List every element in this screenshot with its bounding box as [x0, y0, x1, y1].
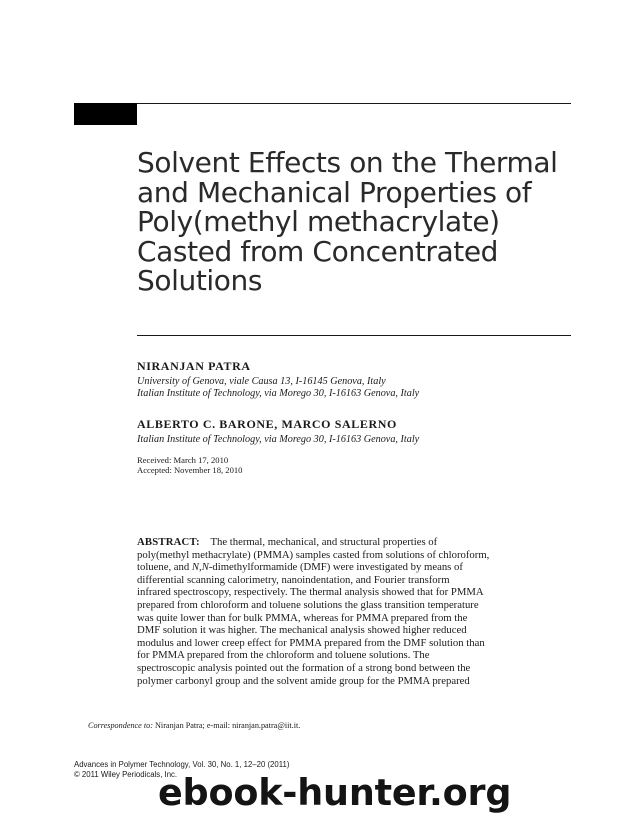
correspondence-note [88, 721, 300, 730]
abstract-line-2: toluene, and N,N-dimethylformamide (DMF) were investigated by means of [137, 561, 463, 574]
title-line-3: Poly(methyl methacrylate) [137, 205, 500, 238]
author-1-affiliation-2: Italian Institute of Technology, via Morego 30, I-16163 Genova, Italy [137, 388, 420, 399]
abstract-line-1: poly(methyl methacrylate) (PMMA) samples casted from solutions of chloroform, [137, 548, 490, 561]
abstract-line-9: for PMMA prepared from the chloroform and toluene solutions. The [137, 649, 430, 662]
correspondence-label: Correspondence to: [88, 721, 153, 730]
abstract-first-line: The thermal, mechanical, and structural properties of [210, 536, 438, 548]
journal-copyright: © 2011 Wiley Periodicals, Inc. [74, 769, 178, 779]
top-rule [137, 103, 571, 104]
title-line-2: and Mechanical Properties of [137, 175, 532, 209]
title-line-1: Solvent Effects on the Thermal [137, 146, 558, 179]
author-1-affiliation-1: University of Genova, viale Causa 13, I-16145 Genova, Italy [137, 376, 386, 387]
title-rule [137, 335, 571, 336]
author-1-names: NIRANJAN PATRA [137, 359, 251, 373]
watermark-text: ebook-hunter.org [158, 771, 512, 814]
section-marker-block [74, 103, 137, 125]
author-2-names: ALBERTO C. BARONE, MARCO SALERNO [137, 417, 397, 431]
abstract-line-0 [137, 536, 569, 549]
abstract-line-10: spectroscopic analysis pointed out the formation of a strong bond between the [137, 661, 471, 674]
abstract-line-8: modulus and lower creep effect for PMMA prepared from the DMF solution than [137, 636, 485, 649]
journal-citation: Advances in Polymer Technology, Vol. 30, No. 1, 12–20 (2011) [74, 760, 290, 769]
abstract-line-11: polymer carbonyl group and the solvent amide group for the PMMA prepared [137, 674, 470, 687]
abstract-line-6: was quite lower than for bulk PMMA, whereas for PMMA prepared from the [137, 611, 468, 624]
abstract-line-5: prepared from chloroform and toluene solutions the glass transition temperature [137, 598, 479, 611]
abstract-line-7: DMF solution it was higher. The mechanical analysis showed higher reduced [137, 624, 467, 637]
abstract-label: ABSTRACT: [137, 536, 200, 548]
author-2-affiliation-1: Italian Institute of Technology, via Morego 30, I-16163 Genova, Italy [137, 434, 420, 445]
title-line-4: Casted from Concentrated [137, 234, 499, 268]
abstract [137, 536, 569, 687]
abstract-line-3: differential scanning calorimetry, nanoindentation, and Fourier transform [137, 573, 450, 586]
title-line-5: Solutions [137, 264, 263, 297]
accepted-date: Accepted: November 18, 2010 [137, 465, 243, 475]
article-title [137, 148, 577, 296]
abstract-line-4: infrared spectroscopy, respectively. The thermal analysis showed that for PMMA [137, 586, 484, 599]
received-date: Received: March 17, 2010 [137, 455, 229, 465]
correspondence-text: Niranjan Patra; e-mail: niranjan.patra@iit.it. [155, 721, 301, 730]
